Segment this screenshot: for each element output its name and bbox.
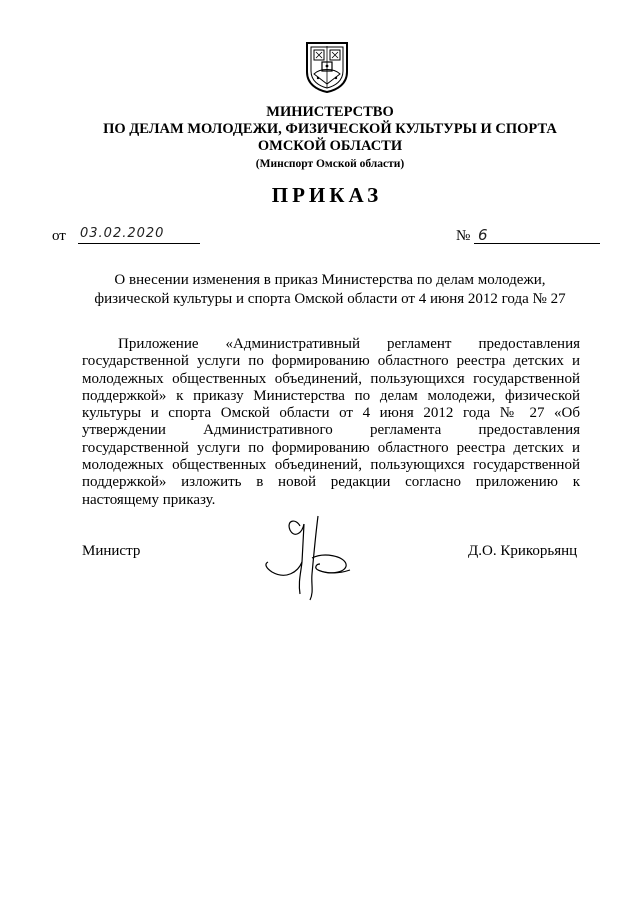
coat-of-arms-icon	[304, 40, 350, 94]
handwritten-signature	[258, 512, 358, 604]
signer-title: Министр	[82, 543, 141, 559]
signer-name: Д.О. Крикорьянц	[468, 543, 578, 559]
number-underline	[474, 243, 600, 244]
document-subject: О внесении изменения в приказ Министерства по делам молодежи, физической культуры и спорта Омской области от 4 июня 2012 года № 27	[94, 272, 566, 307]
document-body: Приложение «Административный регламент предоставления государственной услуги по формированию областного реестра детских и молодежных общественных объединений, пользующихся государственной поддержкой» к приказу Министерства по делам молодежи, физической культуры и спорта Омской области от 4 июня 2012 года № 27 «Об утверждении Административного регламента предоставления государственной услуги по формированию областного реестра детских и молодежных общественных объединений, пользующихся государственной поддержкой» изложить в новой редакции согласно приложению к настоящему приказу.	[82, 336, 580, 508]
org-name-line2: ПО ДЕЛАМ МОЛОДЕЖИ, ФИЗИЧЕСКОЙ КУЛЬТУРЫ И СПОРТА	[103, 121, 557, 137]
document-type: ПРИКАЗ	[271, 183, 383, 207]
org-name-line3: ОМСКОЙ ОБЛАСТИ	[257, 138, 403, 154]
number-value: 6	[478, 226, 489, 244]
number-label	[456, 228, 470, 245]
org-short-name: (Минспорт Омской области)	[255, 158, 405, 170]
date-prefix: от	[52, 228, 66, 244]
organization-header	[0, 104, 640, 172]
org-name-line1: МИНИСТЕРСТВО	[266, 104, 394, 120]
date-underline	[78, 243, 200, 244]
date-label	[52, 228, 66, 245]
number-prefix: №	[456, 228, 471, 244]
date-value: 03.02.2020	[80, 226, 165, 241]
